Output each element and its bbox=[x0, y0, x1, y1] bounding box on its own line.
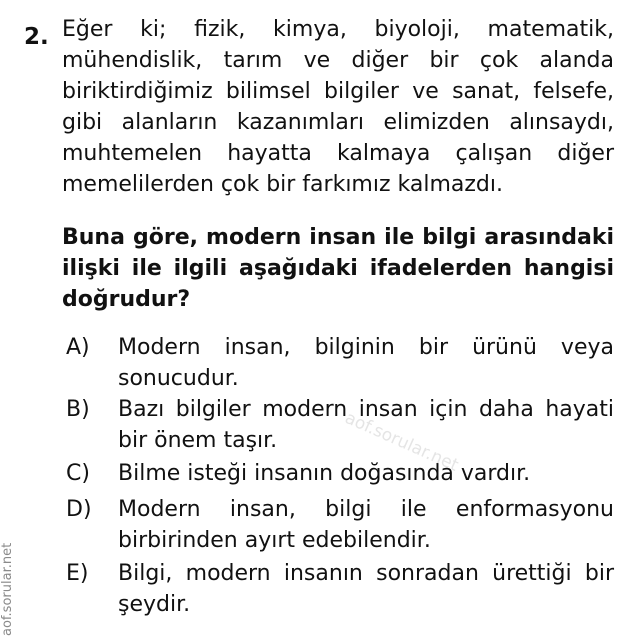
option-line: sonucudur. bbox=[118, 366, 239, 391]
question-stem bbox=[62, 14, 614, 200]
option-line: şeydir. bbox=[118, 592, 191, 617]
option-line: birbirinden ayırt edebilendir. bbox=[118, 528, 431, 553]
option-letter: A) bbox=[66, 335, 90, 360]
option-line: Bilgi, modern insanın sonradan ürettiği bir bbox=[118, 561, 614, 586]
prompt-line: Buna göre, modern insan ile bilgi arasındaki bbox=[62, 225, 614, 250]
option-text bbox=[118, 494, 614, 556]
option-text bbox=[118, 558, 614, 620]
option-text bbox=[118, 332, 614, 394]
option-text bbox=[118, 458, 614, 489]
option-letter: B) bbox=[66, 397, 90, 422]
option-line: Bazı bilgiler modern insan için daha hayati bbox=[118, 397, 614, 422]
stem-line: mühendislik, tarım ve diğer bir çok alanda bbox=[62, 48, 614, 73]
option-letter: C) bbox=[66, 461, 90, 486]
stem-line: memelilerden çok bir farkımız kalmazdı. bbox=[62, 172, 503, 197]
option-line: Modern insan, bilginin bir ürünü veya bbox=[118, 335, 614, 360]
stem-line: Eğer ki; fizik, kimya, biyoloji, matematik, bbox=[62, 17, 614, 42]
question-number: 2. bbox=[24, 24, 49, 50]
stem-line: gibi alanların kazanımları elimizden alınsaydı, bbox=[62, 110, 614, 135]
option-line: Bilme isteği insanın doğasında vardır. bbox=[118, 461, 531, 486]
stem-line: biriktirdiğimiz bilimsel bilgiler ve sanat, felsefe, bbox=[62, 79, 614, 104]
option-letter: E) bbox=[66, 561, 89, 586]
prompt-line: doğrudur? bbox=[62, 287, 191, 312]
watermark-side: aof.sorular.net bbox=[0, 542, 15, 636]
stem-line: muhtemelen hayatta kalmaya çalışan diğer bbox=[62, 141, 614, 166]
question-prompt bbox=[62, 222, 614, 315]
option-line: bir önem taşır. bbox=[118, 428, 278, 453]
watermark-center: aof.sorular.net bbox=[341, 408, 462, 476]
option-line: Modern insan, bilgi ile enformasyonu bbox=[118, 497, 614, 522]
prompt-line: ilişki ile ilgili aşağıdaki ifadelerden hangisi bbox=[62, 256, 614, 281]
option-letter: D) bbox=[66, 497, 92, 522]
